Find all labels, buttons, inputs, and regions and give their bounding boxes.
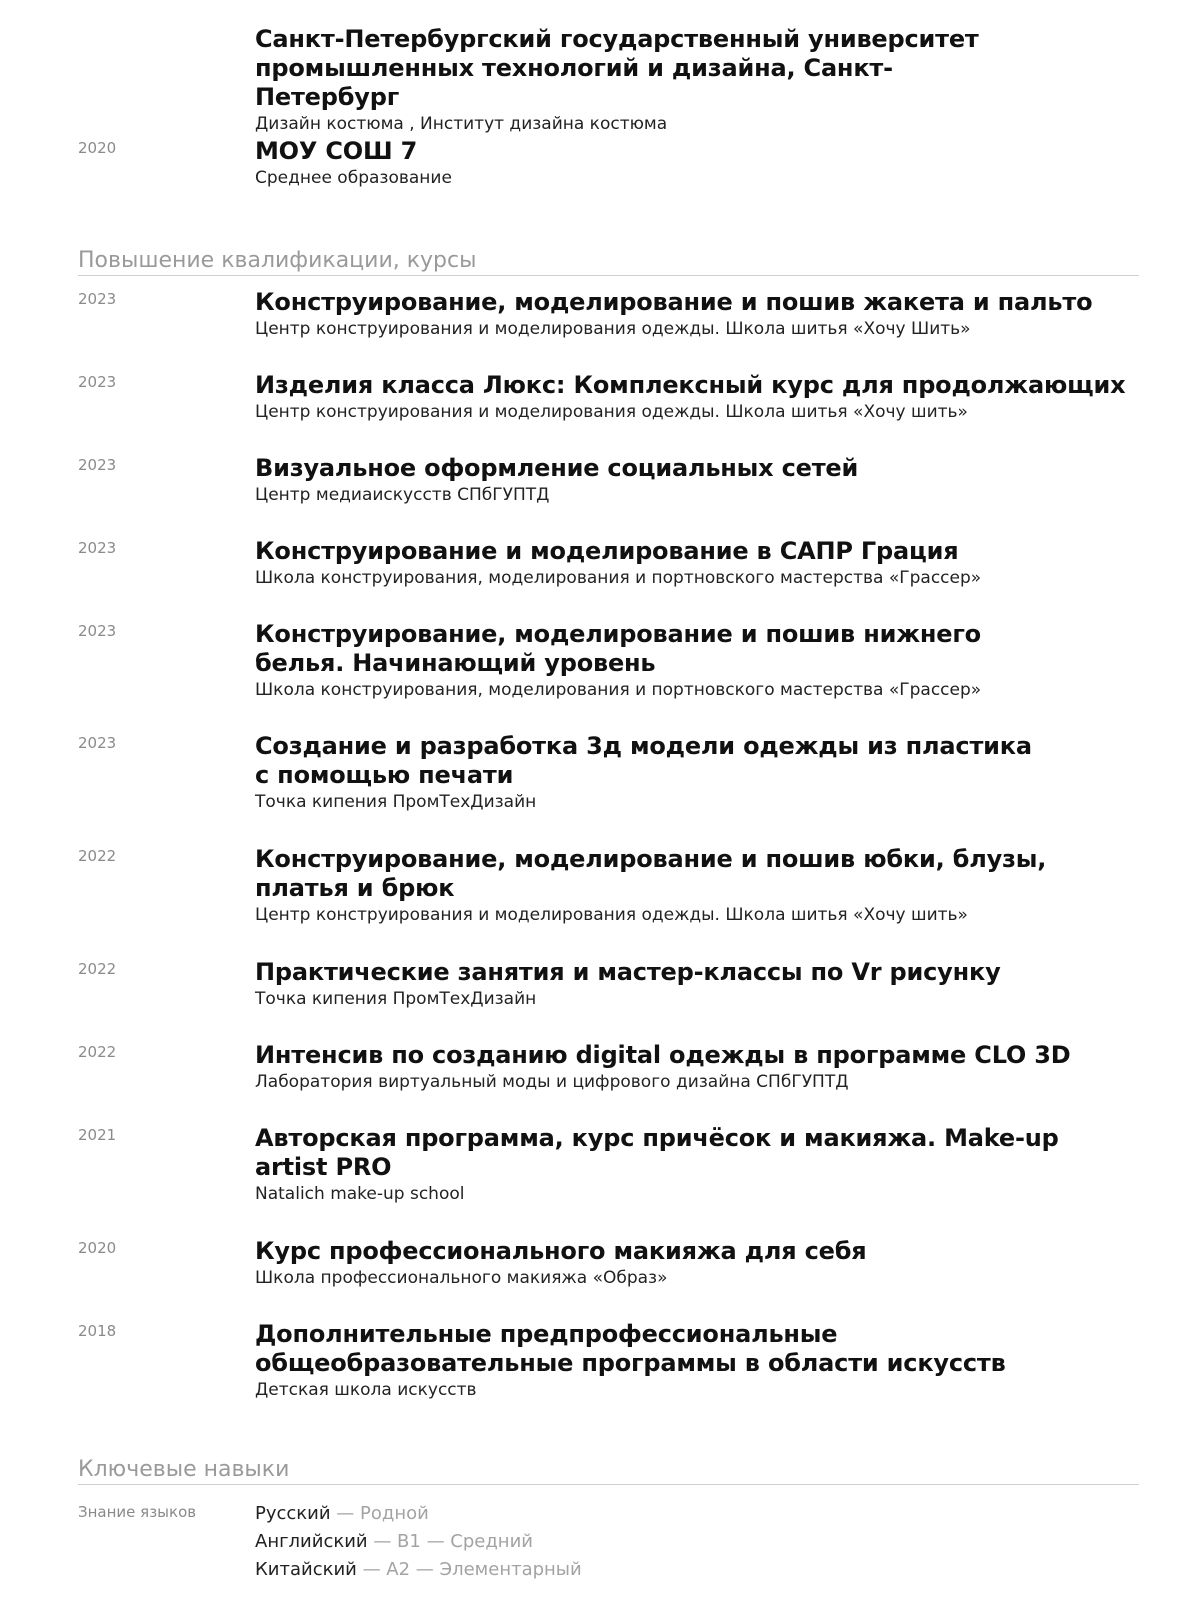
entry-year: 2023: [78, 290, 117, 308]
section-heading-skills: Ключевые навыки: [78, 1456, 1139, 1485]
entry-content: [255, 732, 1145, 813]
entry-year: 2023: [78, 539, 117, 557]
language-row: [255, 1556, 582, 1584]
entry-title: Создание и разработка 3д модели одежды из пластика с помощью печати: [255, 732, 1032, 789]
entry-year: 2023: [78, 456, 117, 474]
entry-subtitle: Центр конструирования и моделирования одежды. Школа шитья «Хочу шить»: [255, 905, 968, 925]
entry-year: 2022: [78, 847, 117, 865]
entry-subtitle: Центр медиаискусств СПбГУПТД: [255, 485, 550, 505]
entry-title: Дополнительные предпрофессиональные общеобразовательные программы в области искусств: [255, 1320, 1006, 1377]
entry-subtitle: Центр конструирования и моделирования одежды. Школа шитья «Хочу шить»: [255, 402, 968, 422]
entry-content: [255, 1237, 1145, 1289]
entry-subtitle: Среднее образование: [255, 168, 452, 188]
entry-title: Авторская программа, курс причёсок и макияжа. Make-up artist PRO: [255, 1124, 1059, 1181]
entry-content: [255, 845, 1145, 926]
entry-year: 2023: [78, 622, 117, 640]
entry-year: 2023: [78, 373, 117, 391]
language-name: Русский: [255, 1503, 331, 1524]
entry-subtitle: Детская школа искусств: [255, 1380, 477, 1400]
entry-year: 2020: [78, 1239, 117, 1257]
entry-title: Конструирование, моделирование и пошив жакета и пальто: [255, 288, 1093, 316]
entry-content: [255, 1320, 1145, 1401]
entry-content: [255, 537, 1145, 589]
entry-year: 2018: [78, 1322, 117, 1340]
entry-content: [255, 137, 1145, 189]
section-heading-courses: Повышение квалификации, курсы: [78, 247, 1139, 276]
entry-subtitle: Школа конструирования, моделирования и портновского мастерства «Грассер»: [255, 680, 982, 700]
entry-title: МОУ СОШ 7: [255, 137, 418, 165]
entry-title: Курс профессионального макияжа для себя: [255, 1237, 867, 1265]
entry-title: Изделия класса Люкс: Комплексный курс для продолжающих: [255, 371, 1126, 399]
entry-content: [255, 1041, 1145, 1093]
entry-year: 2022: [78, 960, 117, 978]
entry-subtitle: Natalich make-up school: [255, 1184, 465, 1204]
entry-title: Интенсив по созданию digital одежды в программе CLO 3D: [255, 1041, 1071, 1069]
entry-title: Практические занятия и мастер-классы по Vr рисунку: [255, 958, 1001, 986]
entry-subtitle: Школа конструирования, моделирования и портновского мастерства «Грассер»: [255, 568, 982, 588]
languages-label: Знание языков: [78, 1503, 197, 1521]
entry-subtitle: Центр конструирования и моделирования одежды. Школа шитья «Хочу Шить»: [255, 319, 971, 339]
entry-subtitle: Школа профессионального макияжа «Образ»: [255, 1268, 668, 1288]
language-row: [255, 1528, 582, 1556]
language-name: Английский: [255, 1531, 368, 1552]
language-level: — B1 — Средний: [367, 1531, 533, 1552]
entry-content: [255, 25, 1145, 135]
entry-content: [255, 371, 1145, 423]
entry-title: Конструирование, моделирование и пошив юбки, блузы, платья и брюк: [255, 845, 1047, 902]
entry-content: [255, 454, 1145, 506]
entry-subtitle: Точка кипения ПромТехДизайн: [255, 792, 537, 812]
entry-year: 2020: [78, 139, 117, 157]
language-level: — A2 — Элементарный: [356, 1559, 582, 1580]
entry-subtitle: Точка кипения ПромТехДизайн: [255, 989, 537, 1009]
entry-subtitle: Лаборатория виртуальный моды и цифрового дизайна СПбГУПТД: [255, 1072, 849, 1092]
entry-content: [255, 288, 1145, 340]
entry-content: [255, 1124, 1145, 1205]
entry-title: Визуальное оформление социальных сетей: [255, 454, 859, 482]
entry-content: [255, 620, 1145, 701]
entry-year: 2021: [78, 1126, 117, 1144]
entry-year: 2023: [78, 734, 117, 752]
entry-title: Конструирование, моделирование и пошив нижнего белья. Начинающий уровень: [255, 620, 981, 677]
language-name: Китайский: [255, 1559, 357, 1580]
language-level: — Родной: [330, 1503, 429, 1524]
entry-content: [255, 958, 1145, 1010]
languages-list: [255, 1500, 582, 1584]
entry-title: Конструирование и моделирование в САПР Грация: [255, 537, 959, 565]
entry-year: 2022: [78, 1043, 117, 1061]
language-row: [255, 1500, 582, 1528]
entry-subtitle: Дизайн костюма , Институт дизайна костюма: [255, 114, 668, 134]
entry-title: Санкт-Петербургский государственный университет промышленных технологий и дизайна, Санкт-Петербург: [255, 25, 979, 111]
